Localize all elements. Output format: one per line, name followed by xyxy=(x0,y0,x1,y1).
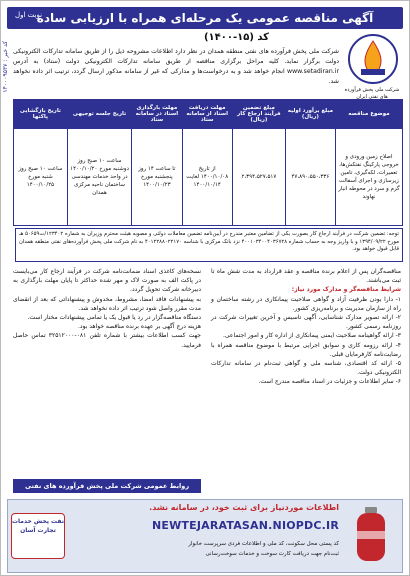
condition-item: ۶- سایر اطلاعات و جزئیات در اسناد مناقصه مندرج است. xyxy=(258,378,401,386)
footer-url-link[interactable]: NEWTEJARATASAN.NIOPDC.IR xyxy=(151,519,339,532)
table-cell-opening: ساعت ۱۰ صبح روز شنبه مورخ ۱۴۰۰/۱۰/۲۵ xyxy=(14,129,68,226)
intro-paragraph: شرکت ملی پخش فرآورده های نفتی منطقه همدان در نظر دارد اطلاعات مشروحه ذیل را از طریق سامانه تدارکات الکترونیکی دولت برگزار نماید. کلیه مراحل برگزاری مناقصه از طریق سامانه تدارکات الکترونیکی دولت (ستاد) به آدرس www.setadiran.ir انجام خواهد شد و به درخواست‌ها و مدارکی که غیر از سامانه مذکور ارسال گردد، ترتیب اثر داده نخواهد شد. xyxy=(13,48,339,85)
company-name-line: شرکت ملی پخش فرآورده های نفتی ایران xyxy=(344,87,400,100)
condition-item: ۴- ارائه رزومه کاری و سوابق اجرایی مرتبط با موضوع مناقصه همراه با رضایت‌نامه کارفرمایان قبلی. xyxy=(211,341,401,358)
gas-cylinder-icon xyxy=(347,505,395,565)
condition-item: ۱- دارا بودن ظرفیت آزاد و گواهی صلاحیت پیمانکاری در رشته ساختمان و راه از سازمان مدیریت و برنامه‌ریزی کشور. xyxy=(211,295,401,312)
table-header: مهلت بارگذاری اسناد در سامانه ستاد xyxy=(132,100,182,129)
public-relations-bar: روابط عمومی شرکت ملی پخش فرآورده های نفتی xyxy=(13,479,201,493)
table-cell-briefing: ساعت ۱۰ صبح روز دوشنبه مورخ ۱۴۰۰/۱۰/۲۰ در واحد خدمات مهندسی ساختمان ناحیه مرکزی همدان xyxy=(67,129,131,226)
table-row xyxy=(14,129,403,226)
condition-item: به پیشنهادات فاقد امضا، مشروط، مخدوش و پیشنهاداتی که بعد از انقضای مدت مقرر واصل شود ترتیب اثر داده نخواهد شد. xyxy=(13,295,201,312)
table-cell-guarantee: ۲،۳۹۴،۵۲۷،۵۱۷ xyxy=(232,129,285,226)
footer-info-line: کد پستی محل سکونت، کد ملی و اطلاعات فردی سرپرست خانوار xyxy=(188,541,339,547)
brand-mark: نفت پخش خدمات تجارت آسان xyxy=(11,513,65,559)
condition-item: دستگاه مناقصه‌گزار در رد یا قبول یک یا تمامی پیشنهادات مختار است. xyxy=(27,314,201,322)
tender-table xyxy=(13,99,403,226)
table-header: تاریخ بازگشایی پاکتها xyxy=(14,100,68,129)
company-logo-icon xyxy=(347,33,399,85)
guarantee-note: توجه: تضمین شرکت در فرآیند ارجاع کار بصورت یکی از تضامین معتبر مندرج در آیین‌نامه تضمین معاملات دولتی و مصوبه هیئت محترم وزیران به شماره ۱۲۳۴۰۲/ت۵۰۶۵۹ هـ مورخ ۱۳۹۴/۰۹/۲۲ و با واریز وجه به حساب شماره ۴۰۰۱۰۳۴۰۰۴۰۳۶۷۲۸ نزد بانک مرکزی با شناسه ۴۰۱۲۲۸۸۰۲۲۱۷۰ به نام شرکت ملی پخش فرآورده‌های نفتی منطقه همدان قابل قبول خواهد بود. xyxy=(15,228,403,262)
ad-title: آگهی مناقصه عمومی یک مرحله‌ای همراه با ارزیابی ساده xyxy=(7,7,403,29)
table-header: مبلغ برآورد اولیه (ریال) xyxy=(285,100,335,129)
condition-item: هزینه درج آگهی بر عهده برنده مناقصه خواهد بود. xyxy=(77,323,201,331)
edition-label: نوبت اول xyxy=(15,11,43,19)
conditions-lead: مناقصه‌گران پس از اعلام برنده مناقصه و عقد قرارداد به مدت شش ماه تا ثبت می‌باشند. xyxy=(211,268,401,285)
tender-code: کد (۱۵-۱۴۰۰) xyxy=(203,32,269,43)
conditions-left-column xyxy=(13,267,201,350)
conditions-right-column xyxy=(211,267,401,387)
vertical-code: کد خبر : ۱۴۰۰۰۹۵۳۷ xyxy=(2,41,9,93)
conditions-section-title: شرایط مناقصه‌گر و مدارک مورد نیاز: xyxy=(291,286,401,294)
table-header: مبلغ تضمین فرآیند ارجاع کار (ریال) xyxy=(232,100,285,129)
condition-item: ۳- ارائه گواهینامه صلاحیت ایمنی پیمانکاری از اداره کار و امور اجتماعی. xyxy=(223,332,401,340)
table-header: مهلت دریافت اسناد از سامانه ستاد xyxy=(182,100,232,129)
table-cell-download-deadline: از تاریخ ۱۴۰۰/۱۰/۰۸ لغایت ۱۴۰۰/۱۰/۱۴ xyxy=(182,129,232,226)
footer-info-line: ثبت‌نام جهت دریافت کارت سوخت و خدمات سوخت‌رسانی xyxy=(205,551,339,557)
condition-item: ۵- ارائه کد اقتصادی، شناسه ملی و گواهی ثبت‌نام در سامانه تدارکات الکترونیکی دولت. xyxy=(211,360,401,377)
table-cell-estimate: ۴۷،۸۹۰،۵۵۰،۳۳۶ xyxy=(285,129,335,226)
table-cell-subject: اصلاح زمین ورودی و خروجی پارکینگ نفتکش‌ها، تعمیرات، لکه‌گیری، تامین زیرسازی و اجرای آسفالت گرم و سرد در محوطه انبار نهاوند xyxy=(335,129,402,226)
condition-item: ۲- ارائه تصویر مدارک شناسایی، آگهی تاسیس و آخرین تغییرات شرکت در روزنامه رسمی کشور. xyxy=(211,314,401,331)
footer-headline: اطلاعات موردنیاز برای ثبت خود، در سامانه نشد. xyxy=(149,503,339,512)
table-header: موضوع مناقصه xyxy=(335,100,402,129)
condition-item: جهت کسب اطلاعات بیشتر با شماره تلفن ۰۸۱-۳۲۵۱۲۰۰۰ تماس حاصل فرمایید. xyxy=(13,332,201,349)
table-header-row xyxy=(14,100,403,129)
condition-item: نسخه‌های کاغذی اسناد ضمانت‌نامه شرکت در فرآیند ارجاع کار می‌بایست در پاکت الف به صورت لاک و مهر شده حداکثر تا پایان مهلت بارگذاری به دبیرخانه شرکت تحویل گردد. xyxy=(13,268,201,294)
table-cell-upload-deadline: تا ساعت ۱۴ روز پنجشنبه مورخ ۱۴۰۰/۱۰/۲۳ xyxy=(132,129,182,226)
table-header: تاریخ جلسه توجیهی xyxy=(67,100,131,129)
